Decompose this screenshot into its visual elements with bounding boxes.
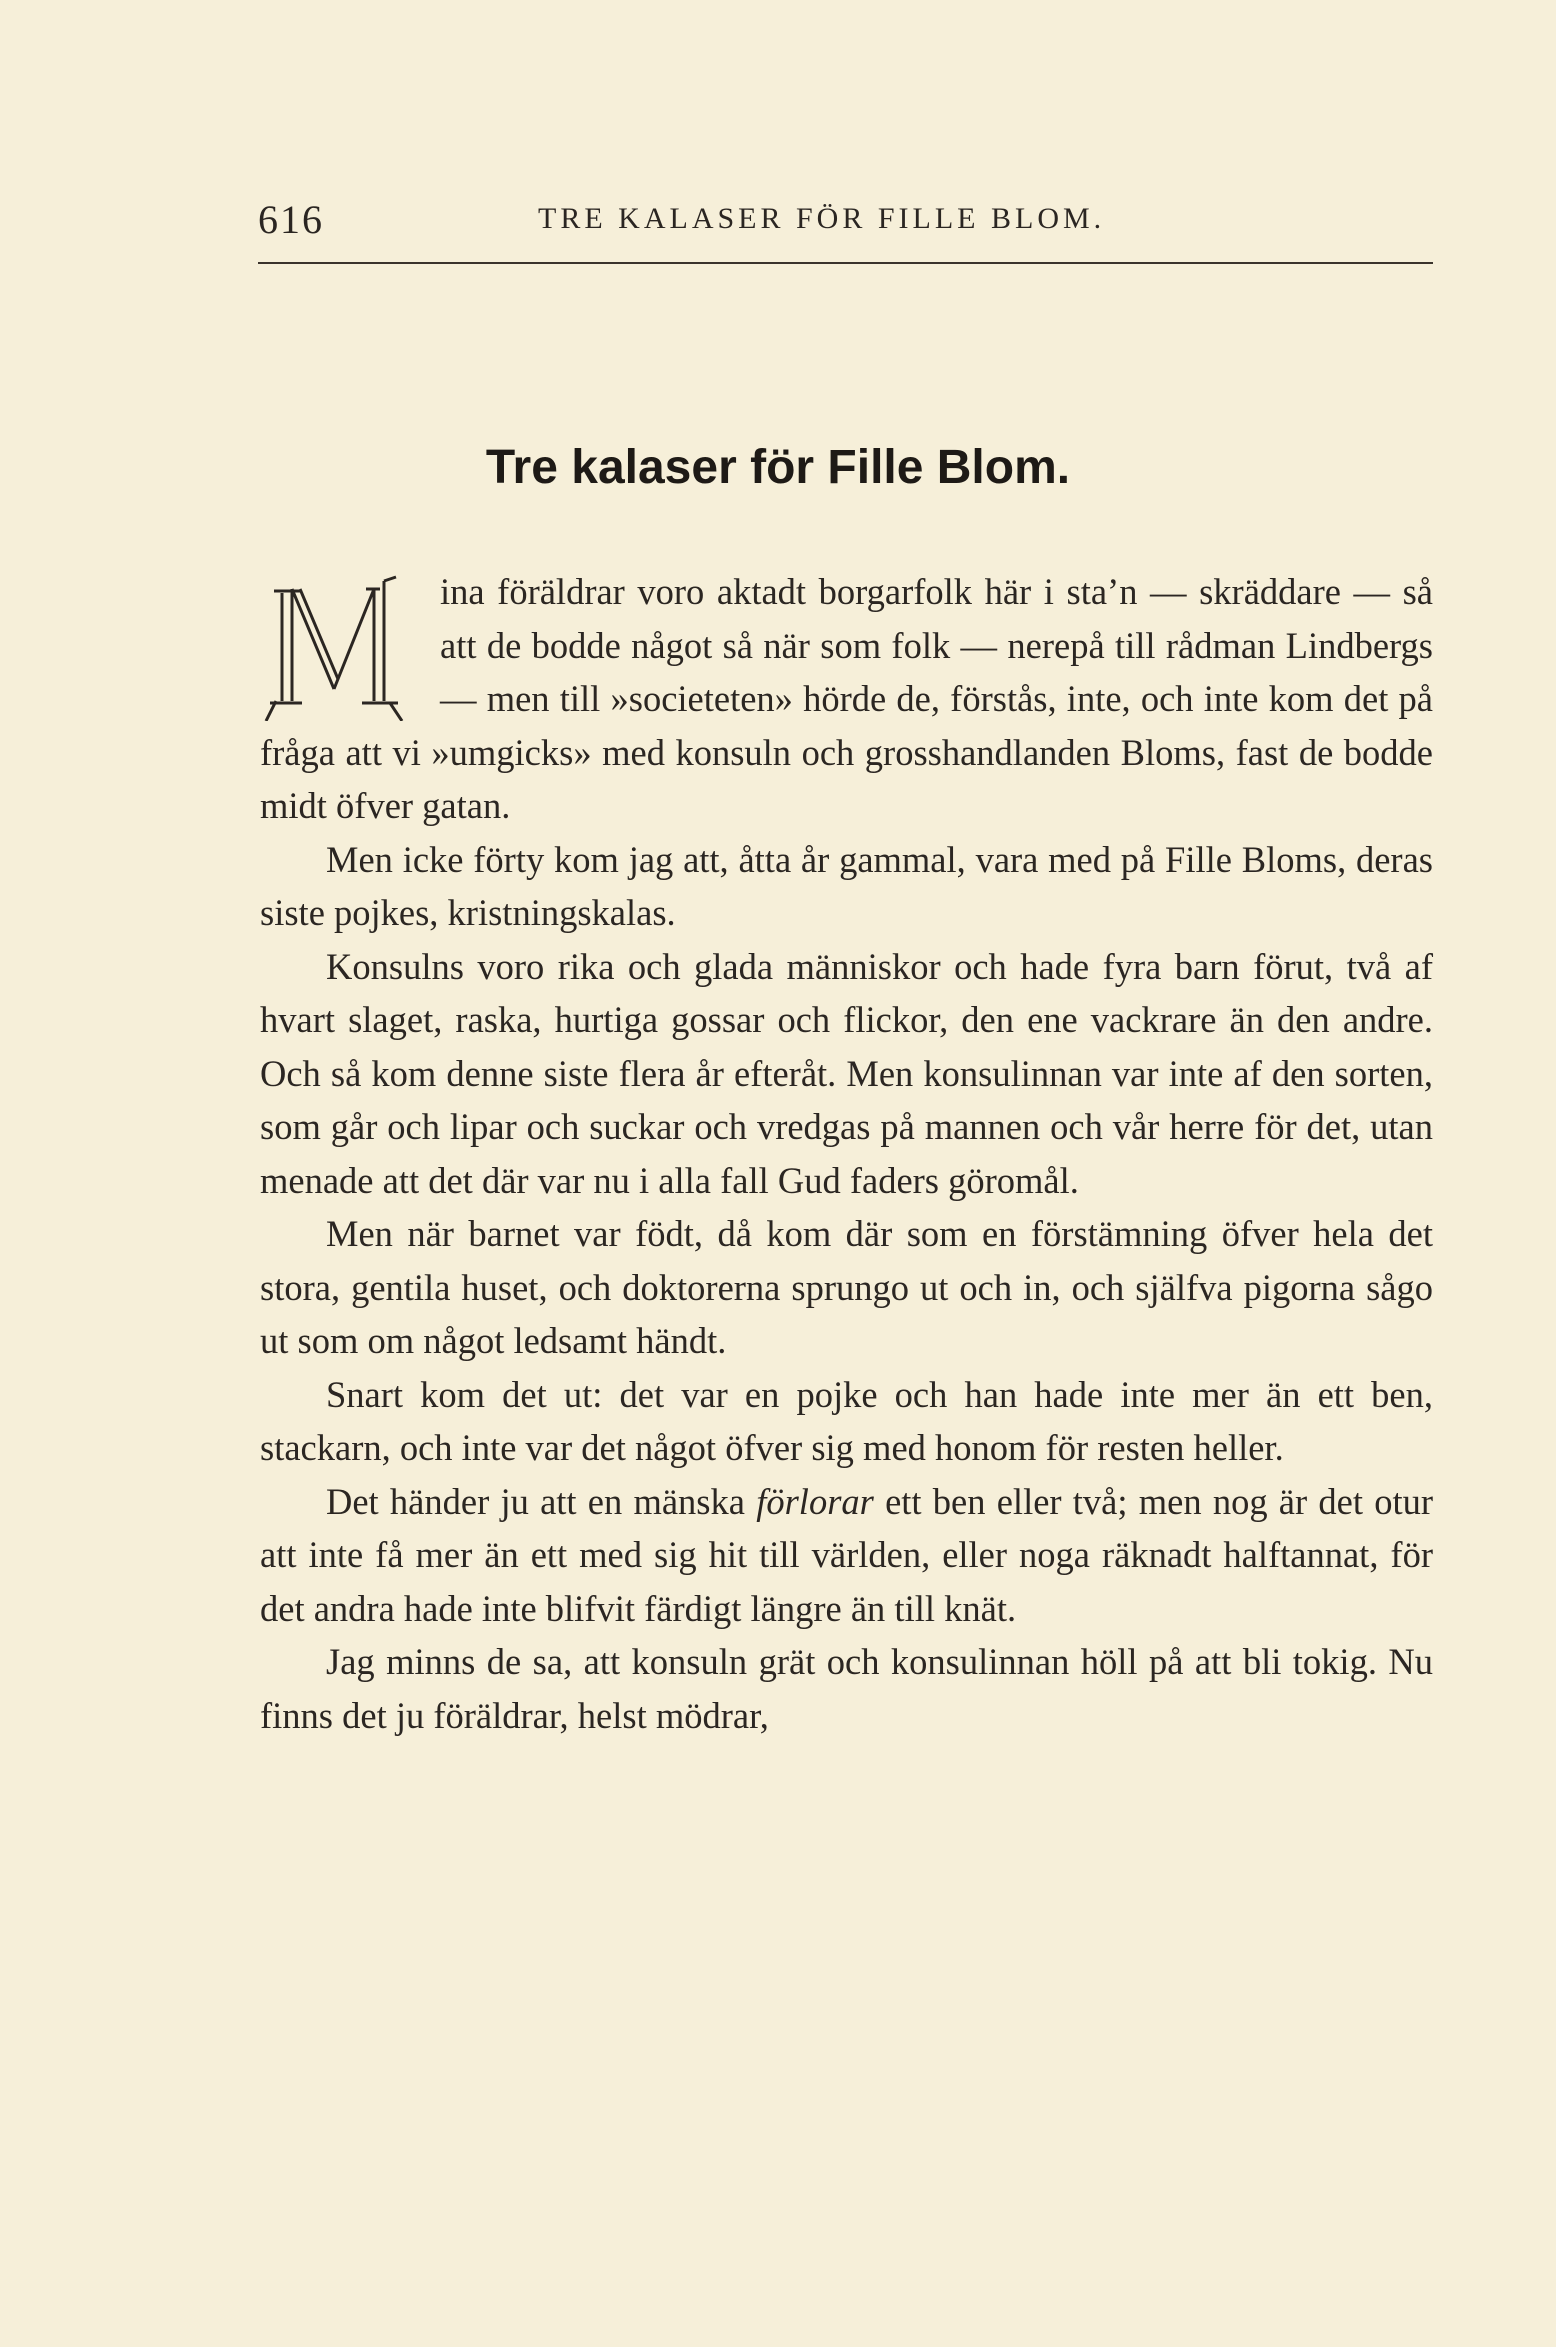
paragraph-5: Snart kom det ut: det var en pojke och han hade inte mer än ett ben, stackarn, och inte var det något öfver sig med honom för resten heller.	[260, 1373, 1433, 1468]
paragraph-3: Konsulns voro rika och glada människor och hade fyra barn förut, två af hvart slaget, raska, hurtiga gossar och flickor, den ene vackrare än den andre. Och så kom denne siste flera år efteråt. Men konsulinnan var inte af den sorten, som går och lipar och suckar och vredgas på mannen och vår herre för det, utan menade att det där var nu i alla fall Gud faders göromål.	[260, 945, 1433, 1201]
paragraph-4: Men när barnet var födt, då kom där som en förstämning öfver hela det stora, gentila huset, och doktorerna sprungo ut och in, och själfva pigorna sågo ut som om något ledsamt händt.	[260, 1213, 1433, 1361]
paragraph-1	[260, 565, 1433, 833]
paragraph-6-text-a: Det händer ju att en mänska	[326, 1480, 757, 1522]
header-rule	[258, 262, 1433, 264]
paragraph-1-text: ina föräldrar voro aktadt borgarfolk här i sta’n — skräddare — så att de bodde något så när som folk — nerepå till rådman Lindbergs — men till »societeten» hörde de, förstås, inte, och inte kom det på fråga att vi »umgicks» med konsuln och grosshandlanden Bloms, fast de bodde midt öfver gatan.	[260, 571, 1433, 826]
paragraph-7: Jag minns de sa, att konsuln grät och konsulinnan höll på att bli tokig. Nu finns det ju föräldrar, helst mödrar,	[260, 1641, 1433, 1736]
running-title: TRE KALASER FÖR FILLE BLOM.	[538, 202, 1106, 235]
body-text	[260, 565, 1433, 1742]
emphasis-forlorar: förlorar	[756, 1480, 874, 1522]
drop-cap-m	[262, 571, 412, 721]
page-number: 616	[258, 197, 324, 242]
paragraph-2: Men icke förty kom jag att, åtta år gammal, vara med på Fille Bloms, deras siste pojkes, kristningskalas.	[260, 838, 1433, 933]
running-header	[258, 196, 1433, 246]
paragraph-6-text-b: ett ben eller två; men nog är det otur att inte få mer än ett med sig hit till världen, eller noga räknadt halftannat, för det andra hade inte blifvit färdigt längre än till knät.	[260, 1480, 1433, 1629]
paragraph-6	[260, 1475, 1433, 1636]
chapter-title: Tre kalaser för Fille Blom.	[485, 441, 1071, 494]
